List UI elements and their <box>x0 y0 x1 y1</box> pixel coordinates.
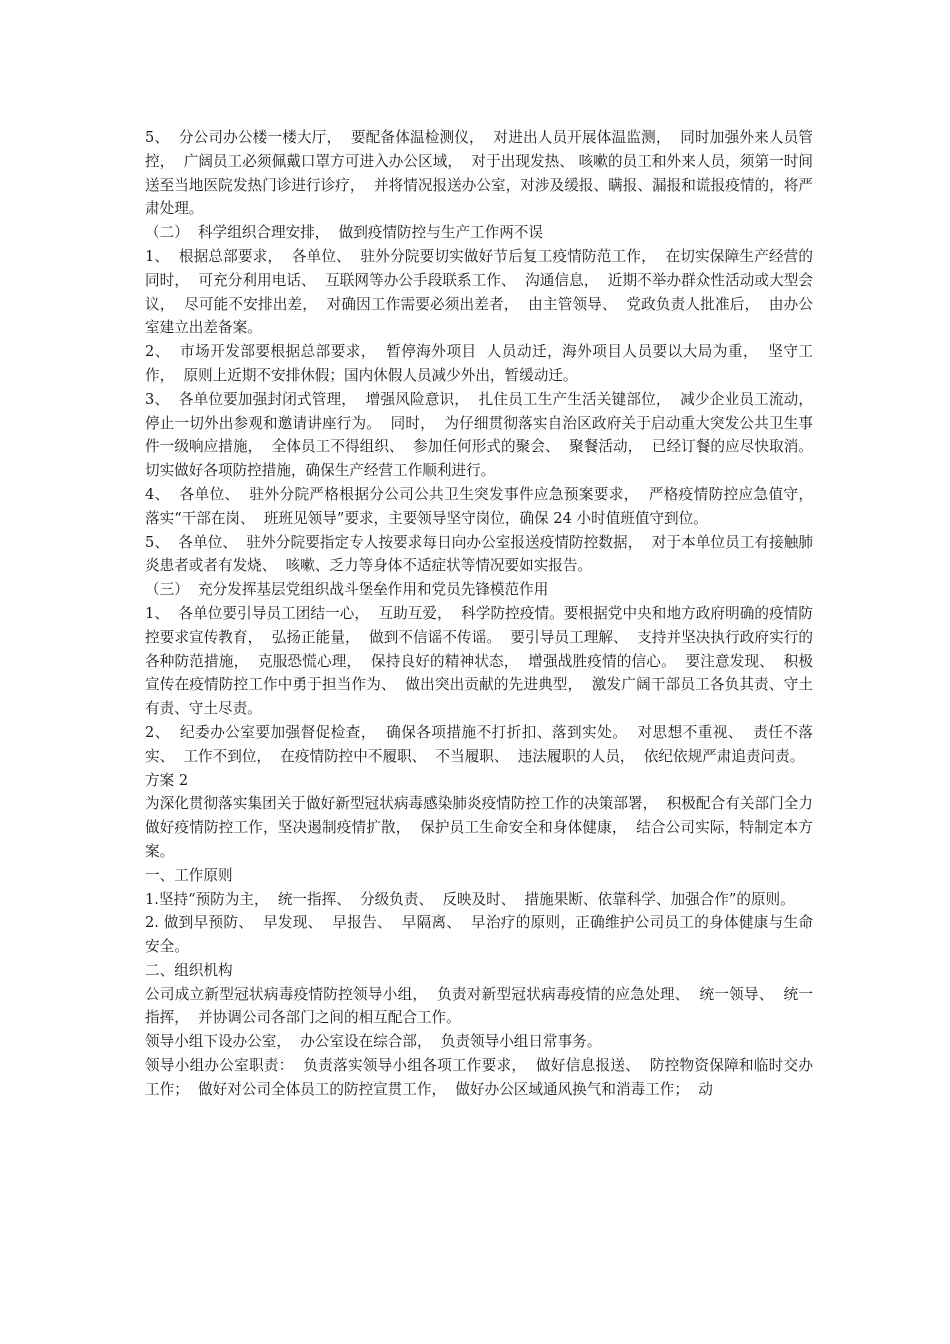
heading-work-principles: 一、工作原则 <box>145 866 233 884</box>
document-page <box>145 126 823 1102</box>
paragraph-entry-control: 5、 分公司办公楼一楼大厅， 要配备体温检测仪， 对进出人员开展体温监测， 同时加强外来人员管控， 广阔员工必须佩戴口罩方可进入办公区域， 对于出现发热、 咳嗽的员工和外来人员，须第一时间送至当地医院发热门诊进行诊疗， 并将情况报送办公室，对涉及缓报、瞒报、漏报和谎报疫情的，将严肃处理。 <box>145 129 813 218</box>
paragraph-emergency-duty: 4、 各单位、 驻外分院严格根据分公司公共卫生突发事件应急预案要求， 严格疫情防控应急值守， 落实“干部在岗、 班班见领导”要求，主要领导坚守岗位，确保 24 小时值班值守到位。 <box>145 485 823 527</box>
section-heading-3: （三） 充分发挥基层党组织战斗堡垒作用和党员先锋模范作用 <box>145 581 549 599</box>
paragraph-supervision: 2、 纪委办公室要加强督促检查， 确保各项措施不打折扣、落到实处。 对思想不重视、 责任不落实、 工作不到位， 在疫情防控中不履职、 不当履职、 违法履职的人员， 依纪依规严肃追责问责。 <box>145 723 813 765</box>
paragraph-principle-2: 2. 做到早预防、 早发现、 早报告、 早隔离、 早治疗的原则，正确维护公司员工的身体健康与生命安全。 <box>145 914 813 956</box>
paragraph-daily-report: 5、 各单位、 驻外分院要指定专人按要求每日向办公室报送疫情防控数据， 对于本单位员工有接触肺炎患者或者有发烧、 咳嗽、乏力等身体不适症状等情况要如实报告。 <box>145 533 813 575</box>
paragraph-office-duties: 领导小组办公室职责： 负责落实领导小组各项工作要求， 做好信息报送、 防控物资保障和临时交办工作； 做好对公司全体员工的防控宣贯工作， 做好办公区域通风换气和消毒工作； 动 <box>145 1057 813 1098</box>
paragraph-plan-intro: 为深化贯彻落实集团关于做好新型冠状病毒感染肺炎疫情防控工作的决策部署， 积极配合有关部门全力做好疫情防控工作，坚决遏制疫情扩散， 保护员工生命安全和身体健康， 结合公司实际，特制定本方案。 <box>145 795 813 860</box>
paragraph-leading-group: 公司成立新型冠状病毒疫情防控领导小组， 负责对新型冠状病毒疫情的应急处理、 统一领导、 统一指挥， 并协调公司各部门之间的相互配合工作。 <box>145 985 813 1027</box>
paragraph-overseas-projects: 2、 市场开发部要根据总部要求， 暂停海外项目 人员动迁，海外项目人员要以大局为重， 坚守工作， 原则上近期不安排休假；国内休假人员减少外出，暂缓动迁。 <box>145 343 813 384</box>
plan-2-heading: 方案 2 <box>145 771 189 789</box>
paragraph-business-trips: 1、 根据总部要求， 各单位、 驻外分院要切实做好节后复工疫情防范工作， 在切实保障生产经营的同时， 可充分利用电话、 互联网等办公手段联系工作、 沟通信息， 近期不举办群众性活动或大型会议， 尽可能不安排出差， 对确因工作需要必须出差者， 由主管领导、 党政负责人批准后， 由办公室建立出差备案。 <box>145 247 813 337</box>
section-heading-2: （二） 科学组织合理安排， 做到疫情防控与生产工作两不误 <box>145 224 543 242</box>
paragraph-principle-1: 1.坚持“预防为主， 统一指挥、 分级负责、 反映及时、 措施果断、依靠科学、加强合作”的原则。 <box>145 890 795 908</box>
heading-organization: 二、组织机构 <box>145 961 233 979</box>
paragraph-closed-management: 3、 各单位要加强封闭式管理， 增强风险意识， 扎住员工生产生活关键部位， 减少企业员工流动， 停止一切外出参观和邀请讲座行为。 同时， 为仔细贯彻落实自治区政府关于启动重大突发公共卫生事件一级响应措施， 全体员工不得组织、 参加任何形式的聚会、 聚餐活动， 已经订餐的应尽快取消。 切实做好各项防控措施，确保生产经营工作顺利进行。 <box>145 390 823 480</box>
paragraph-unity: 1、 各单位要引导员工团结一心， 互助互爱， 科学防控疫情。要根据党中央和地方政府明确的疫情防控要求宣传教育， 弘扬正能量， 做到不信谣不传谣。 要引导员工理解、 支持并坚决执行政府实行的各种防范措施， 克服恐慌心理， 保持良好的精神状态， 增强战胜疫情的信心。 要注意发现、 积极宣传在疫情防控工作中勇于担当作为、 做出突出贡献的先进典型， 激发广阔干部员工各负其责、守土有责、守土尽责。 <box>145 604 813 718</box>
paragraph-office: 领导小组下设办公室， 办公室设在综合部， 负责领导小组日常事务。 <box>145 1033 602 1051</box>
